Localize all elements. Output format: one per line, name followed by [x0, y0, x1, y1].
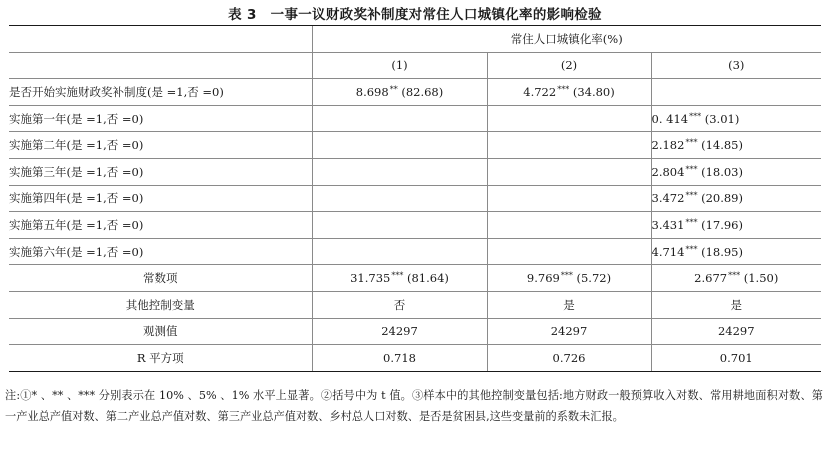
significance-stars: *** [685, 164, 698, 174]
row-label: 常数项 [9, 265, 312, 292]
significance-stars: *** [560, 271, 573, 281]
column-header: (1) [312, 52, 487, 79]
t-value: (17.96) [701, 217, 743, 232]
header-row-columns [9, 52, 821, 79]
observations-row [9, 318, 821, 345]
coefficient-cell [651, 265, 821, 292]
empty-cell [312, 185, 487, 212]
controls-row [9, 291, 821, 318]
coefficient-value: 2.182 [651, 138, 685, 153]
plain-cell: 24297 [312, 318, 487, 345]
row-label: 实施第六年(是 =1,否 =0) [9, 238, 312, 265]
column-header: (2) [487, 52, 651, 79]
coefficient-value: 3.431 [651, 217, 685, 232]
plain-cell: 是 [487, 291, 651, 318]
empty-cell [312, 238, 487, 265]
significance-stars: ** [389, 84, 398, 94]
empty-cell [487, 212, 651, 239]
significance-stars: *** [557, 84, 570, 94]
t-value: (18.95) [701, 244, 743, 259]
significance-stars: *** [685, 138, 698, 148]
empty-cell [487, 238, 651, 265]
row-label: 观测值 [9, 318, 312, 345]
t-value: (82.68) [401, 84, 444, 99]
coefficient-value: 2.804 [651, 164, 685, 179]
coefficient-value: 0. 414 [651, 111, 689, 126]
t-value: (20.89) [701, 191, 743, 206]
empty-cell [487, 105, 651, 132]
row-label: 实施第三年(是 =1,否 =0) [9, 158, 312, 185]
t-value: (3.01) [704, 111, 740, 126]
coefficient-cell [651, 185, 821, 212]
coefficient-cell [312, 79, 487, 106]
row-label: R 平方项 [9, 345, 312, 372]
significance-stars: *** [685, 244, 698, 254]
coefficient-cell [651, 238, 821, 265]
row-label: 实施第五年(是 =1,否 =0) [9, 212, 312, 239]
coefficient-value: 8.698 [355, 84, 389, 99]
column-header: (3) [651, 52, 821, 79]
coefficient-cell [651, 105, 821, 132]
plain-cell: 是 [651, 291, 821, 318]
coefficient-value: 2.677 [694, 271, 728, 286]
plain-cell: 0.718 [312, 345, 487, 372]
coefficient-value: 3.472 [651, 191, 685, 206]
table-row [9, 158, 821, 185]
coefficient-value: 4.714 [651, 244, 685, 259]
empty-cell [487, 132, 651, 159]
header-row-dependent [9, 26, 821, 53]
table-row [9, 265, 821, 292]
t-value: (1.50) [743, 271, 779, 286]
plain-cell: 0.726 [487, 345, 651, 372]
plain-cell: 0.701 [651, 345, 821, 372]
t-value: (5.72) [576, 271, 612, 286]
coefficient-cell [651, 158, 821, 185]
table-note: 注:①* 、** 、*** 分别表示在 10% 、5% 、1% 水平上显著。②括号中为 t 值。③样本中的其他控制变量包括:地方财政一般预算收入对数、常用耕地面积对数、第一产业总产值对数、第二产业总产值对数、第三产业总产值对数、乡村总人口对数、是否是贫困县,这些变量前的系数未汇报。 [5, 389, 823, 423]
table-row [9, 185, 821, 212]
coefficient-cell [487, 265, 651, 292]
plain-cell: 24297 [651, 318, 821, 345]
significance-stars: *** [728, 271, 741, 281]
t-value: (34.80) [572, 84, 615, 99]
coefficient-cell [312, 265, 487, 292]
coefficient-cell [651, 132, 821, 159]
empty-cell [312, 212, 487, 239]
t-value: (14.85) [701, 138, 743, 153]
table-caption [0, 3, 830, 23]
r-squared-row [9, 345, 821, 372]
row-label: 其他控制变量 [9, 291, 312, 318]
header-corner-cell [9, 26, 312, 53]
table-number: 表 3 [228, 7, 257, 23]
table-row [9, 105, 821, 132]
t-value: (18.03) [701, 164, 743, 179]
header-corner-cell [9, 52, 312, 79]
empty-cell [312, 158, 487, 185]
empty-cell [312, 132, 487, 159]
significance-stars: *** [685, 191, 698, 201]
empty-cell [312, 105, 487, 132]
plain-cell: 否 [312, 291, 487, 318]
coefficient-cell [651, 212, 821, 239]
coefficient-cell [487, 79, 651, 106]
row-label: 是否开始实施财政奖补制度(是 =1,否 =0) [9, 79, 312, 106]
table-row [9, 212, 821, 239]
t-value: (81.64) [407, 271, 449, 286]
coefficient-value: 31.735 [350, 271, 391, 286]
regression-table [9, 25, 821, 372]
empty-cell [487, 158, 651, 185]
row-label: 实施第四年(是 =1,否 =0) [9, 185, 312, 212]
table-title: 一事一议财政奖补制度对常住人口城镇化率的影响检验 [270, 7, 602, 23]
dependent-variable-header: 常住人口城镇化率(%) [312, 26, 821, 53]
empty-cell [487, 185, 651, 212]
table-row [9, 132, 821, 159]
significance-stars: *** [391, 271, 404, 281]
plain-cell: 24297 [487, 318, 651, 345]
significance-stars: *** [685, 217, 698, 227]
table-row [9, 79, 821, 106]
row-label: 实施第一年(是 =1,否 =0) [9, 105, 312, 132]
row-label: 实施第二年(是 =1,否 =0) [9, 132, 312, 159]
table-row [9, 238, 821, 265]
coefficient-value: 9.769 [526, 271, 560, 286]
coefficient-value: 4.722 [523, 84, 557, 99]
empty-cell [651, 79, 821, 106]
significance-stars: *** [689, 111, 702, 121]
